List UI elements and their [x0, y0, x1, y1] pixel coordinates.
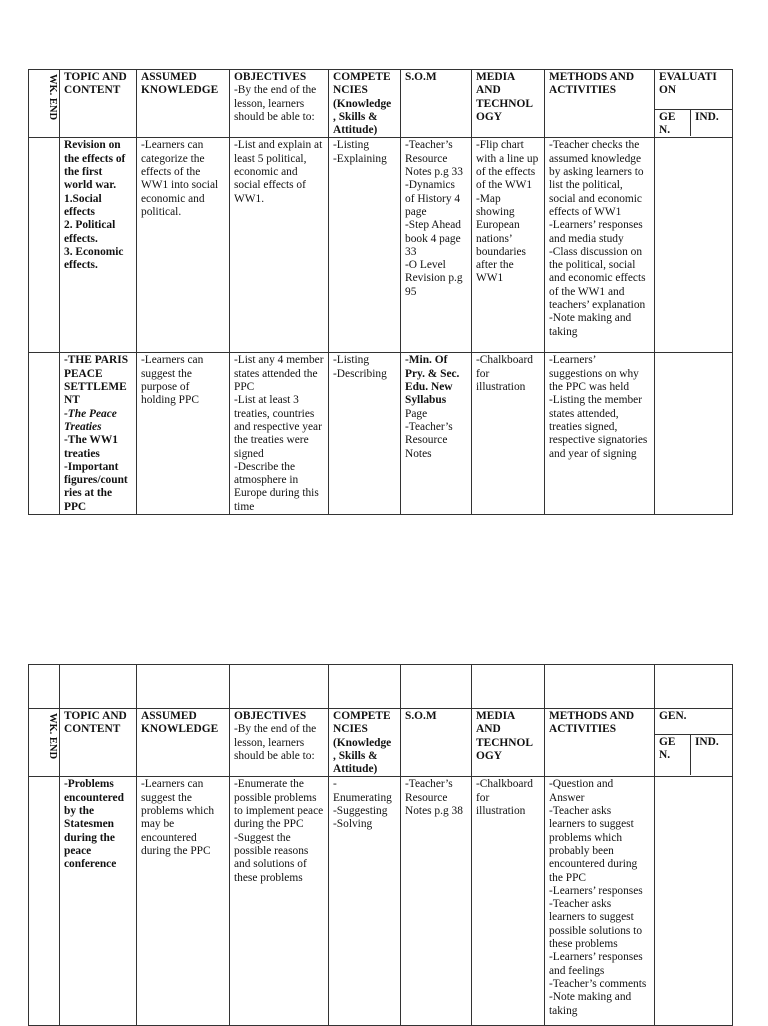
media-cell: -Chalkboard for illustration — [472, 353, 545, 515]
ind-subheader: IND. — [695, 111, 719, 123]
evaluation-header — [655, 709, 733, 777]
competencies-cell: -Listing -Explaining — [329, 138, 401, 353]
ind-subheader: IND. — [695, 736, 719, 748]
evaluation-cell — [655, 353, 733, 515]
competencies-header: COMPETE NCIES (Knowledge , Skills & Attitude) — [329, 709, 401, 777]
objectives-cell: -Enumerate the possible problems to implement peace during the PPC -Suggest the possible reasons and solutions of these problems — [230, 777, 329, 1026]
evaluation-cell — [655, 777, 733, 1026]
methods-cell: -Teacher checks the assumed knowledge by asking learners to list the political, social and economic effects of WW1 -Learners’ responses and media study -Class discussion on the political, social and economic effects of the WW1 and teachers’ explanation -Note making and taking — [545, 138, 655, 353]
methods-header: METHODS AND ACTIVITIES — [545, 70, 655, 138]
evaluation-title: EVALUATI ON — [655, 70, 732, 110]
objectives-header — [230, 70, 329, 138]
week-cell — [29, 353, 60, 515]
lesson-plan-table-1 — [28, 69, 733, 515]
media-cell: -Chalkboard for illustration — [472, 777, 545, 1026]
methods-cell: -Question and Answer -Teacher asks learners to suggest problems which probably been encountered during the PPC -Learners’ responses -Teacher asks learners to suggest possible solutions to these problems -Learners’ responses and feelings -Teacher’s comments -Note making and taking — [545, 777, 655, 1026]
week-header: WK. END — [29, 70, 60, 138]
topic-header: TOPIC AND CONTENT — [60, 709, 137, 777]
media-header: MEDIA AND TECHNOL OGY — [472, 70, 545, 138]
competencies-cell: -Listing -Describing — [329, 353, 401, 515]
som-header: S.O.M — [401, 709, 472, 777]
table-row — [29, 138, 733, 353]
topic-header: TOPIC AND CONTENT — [60, 70, 137, 138]
assumed-cell: -Learners can categorize the effects of the WW1 into social economic and political. — [137, 138, 230, 353]
blank-row — [29, 665, 733, 709]
methods-header: METHODS AND ACTIVITIES — [545, 709, 655, 777]
gen-subheader: GE N. — [655, 735, 691, 775]
topic-cell: -Problems encountered by the Statesmen during the peace conference — [60, 777, 137, 1026]
objectives-title: OBJECTIVES — [234, 71, 307, 83]
media-header: MEDIA AND TECHNOL OGY — [472, 709, 545, 777]
evaluation-header — [655, 70, 733, 138]
week-header: WK. END — [29, 709, 60, 777]
som-cell: -Min. Of Pry. & Sec. Edu. New Syllabus Page -Teacher’s Resource Notes — [401, 353, 472, 515]
methods-cell: -Learners’ suggestions on why the PPC was held -Listing the member states attended, treaties signed, respective signatories and year of signing — [545, 353, 655, 515]
assumed-knowledge-header: ASSUMED KNOWLEDGE — [137, 70, 230, 138]
objectives-intro: -By the end of the lesson, learners should be able to: — [234, 84, 320, 123]
media-cell: -Flip chart with a line up of the effects of the WW1 -Map showing European nations’ boundaries after the WW1 — [472, 138, 545, 353]
week-cell — [29, 138, 60, 353]
header-row — [29, 709, 733, 777]
som-cell: -Teacher’s Resource Notes p.g 38 — [401, 777, 472, 1026]
topic-cell: -THE PARIS PEACE SETTLEME NT -The Peace Treaties -The WW1 treaties -Important figures/count ries at the PPC — [60, 353, 137, 515]
objectives-cell: -List and explain at least 5 political, economic and social effects of WW1. — [230, 138, 329, 353]
gen-subheader: GE N. — [655, 110, 691, 136]
objectives-title: OBJECTIVES — [234, 710, 307, 722]
topic-cell: Revision on the effects of the first world war. 1.Social effects 2. Political effects. 3. Economic effects. — [60, 138, 137, 353]
header-row — [29, 70, 733, 138]
assumed-knowledge-header: ASSUMED KNOWLEDGE — [137, 709, 230, 777]
som-header: S.O.M — [401, 70, 472, 138]
objectives-intro: -By the end of the lesson, learners should be able to: — [234, 723, 320, 762]
objectives-header — [230, 709, 329, 777]
evaluation-cell — [655, 138, 733, 353]
competencies-cell: - Enumerating -Suggesting -Solving — [329, 777, 401, 1026]
lesson-plan-table-2 — [28, 664, 733, 1026]
competencies-header: COMPETE NCIES (Knowledge , Skills & Attitude) — [329, 70, 401, 138]
evaluation-title: GEN. — [655, 709, 732, 735]
week-cell — [29, 777, 60, 1026]
assumed-cell: -Learners can suggest the problems which may be encountered during the PPC — [137, 777, 230, 1026]
som-cell: -Teacher’s Resource Notes p.g 33 -Dynamics of History 4 page -Step Ahead book 4 page 33 -O Level Revision p.g 95 — [401, 138, 472, 353]
objectives-cell: -List any 4 member states attended the PPC -List at least 3 treaties, countries and respective year the treaties were signed -Describe the atmosphere in Europe during this time — [230, 353, 329, 515]
assumed-cell: -Learners can suggest the purpose of holding PPC — [137, 353, 230, 515]
table-row — [29, 777, 733, 1026]
table-row — [29, 353, 733, 515]
